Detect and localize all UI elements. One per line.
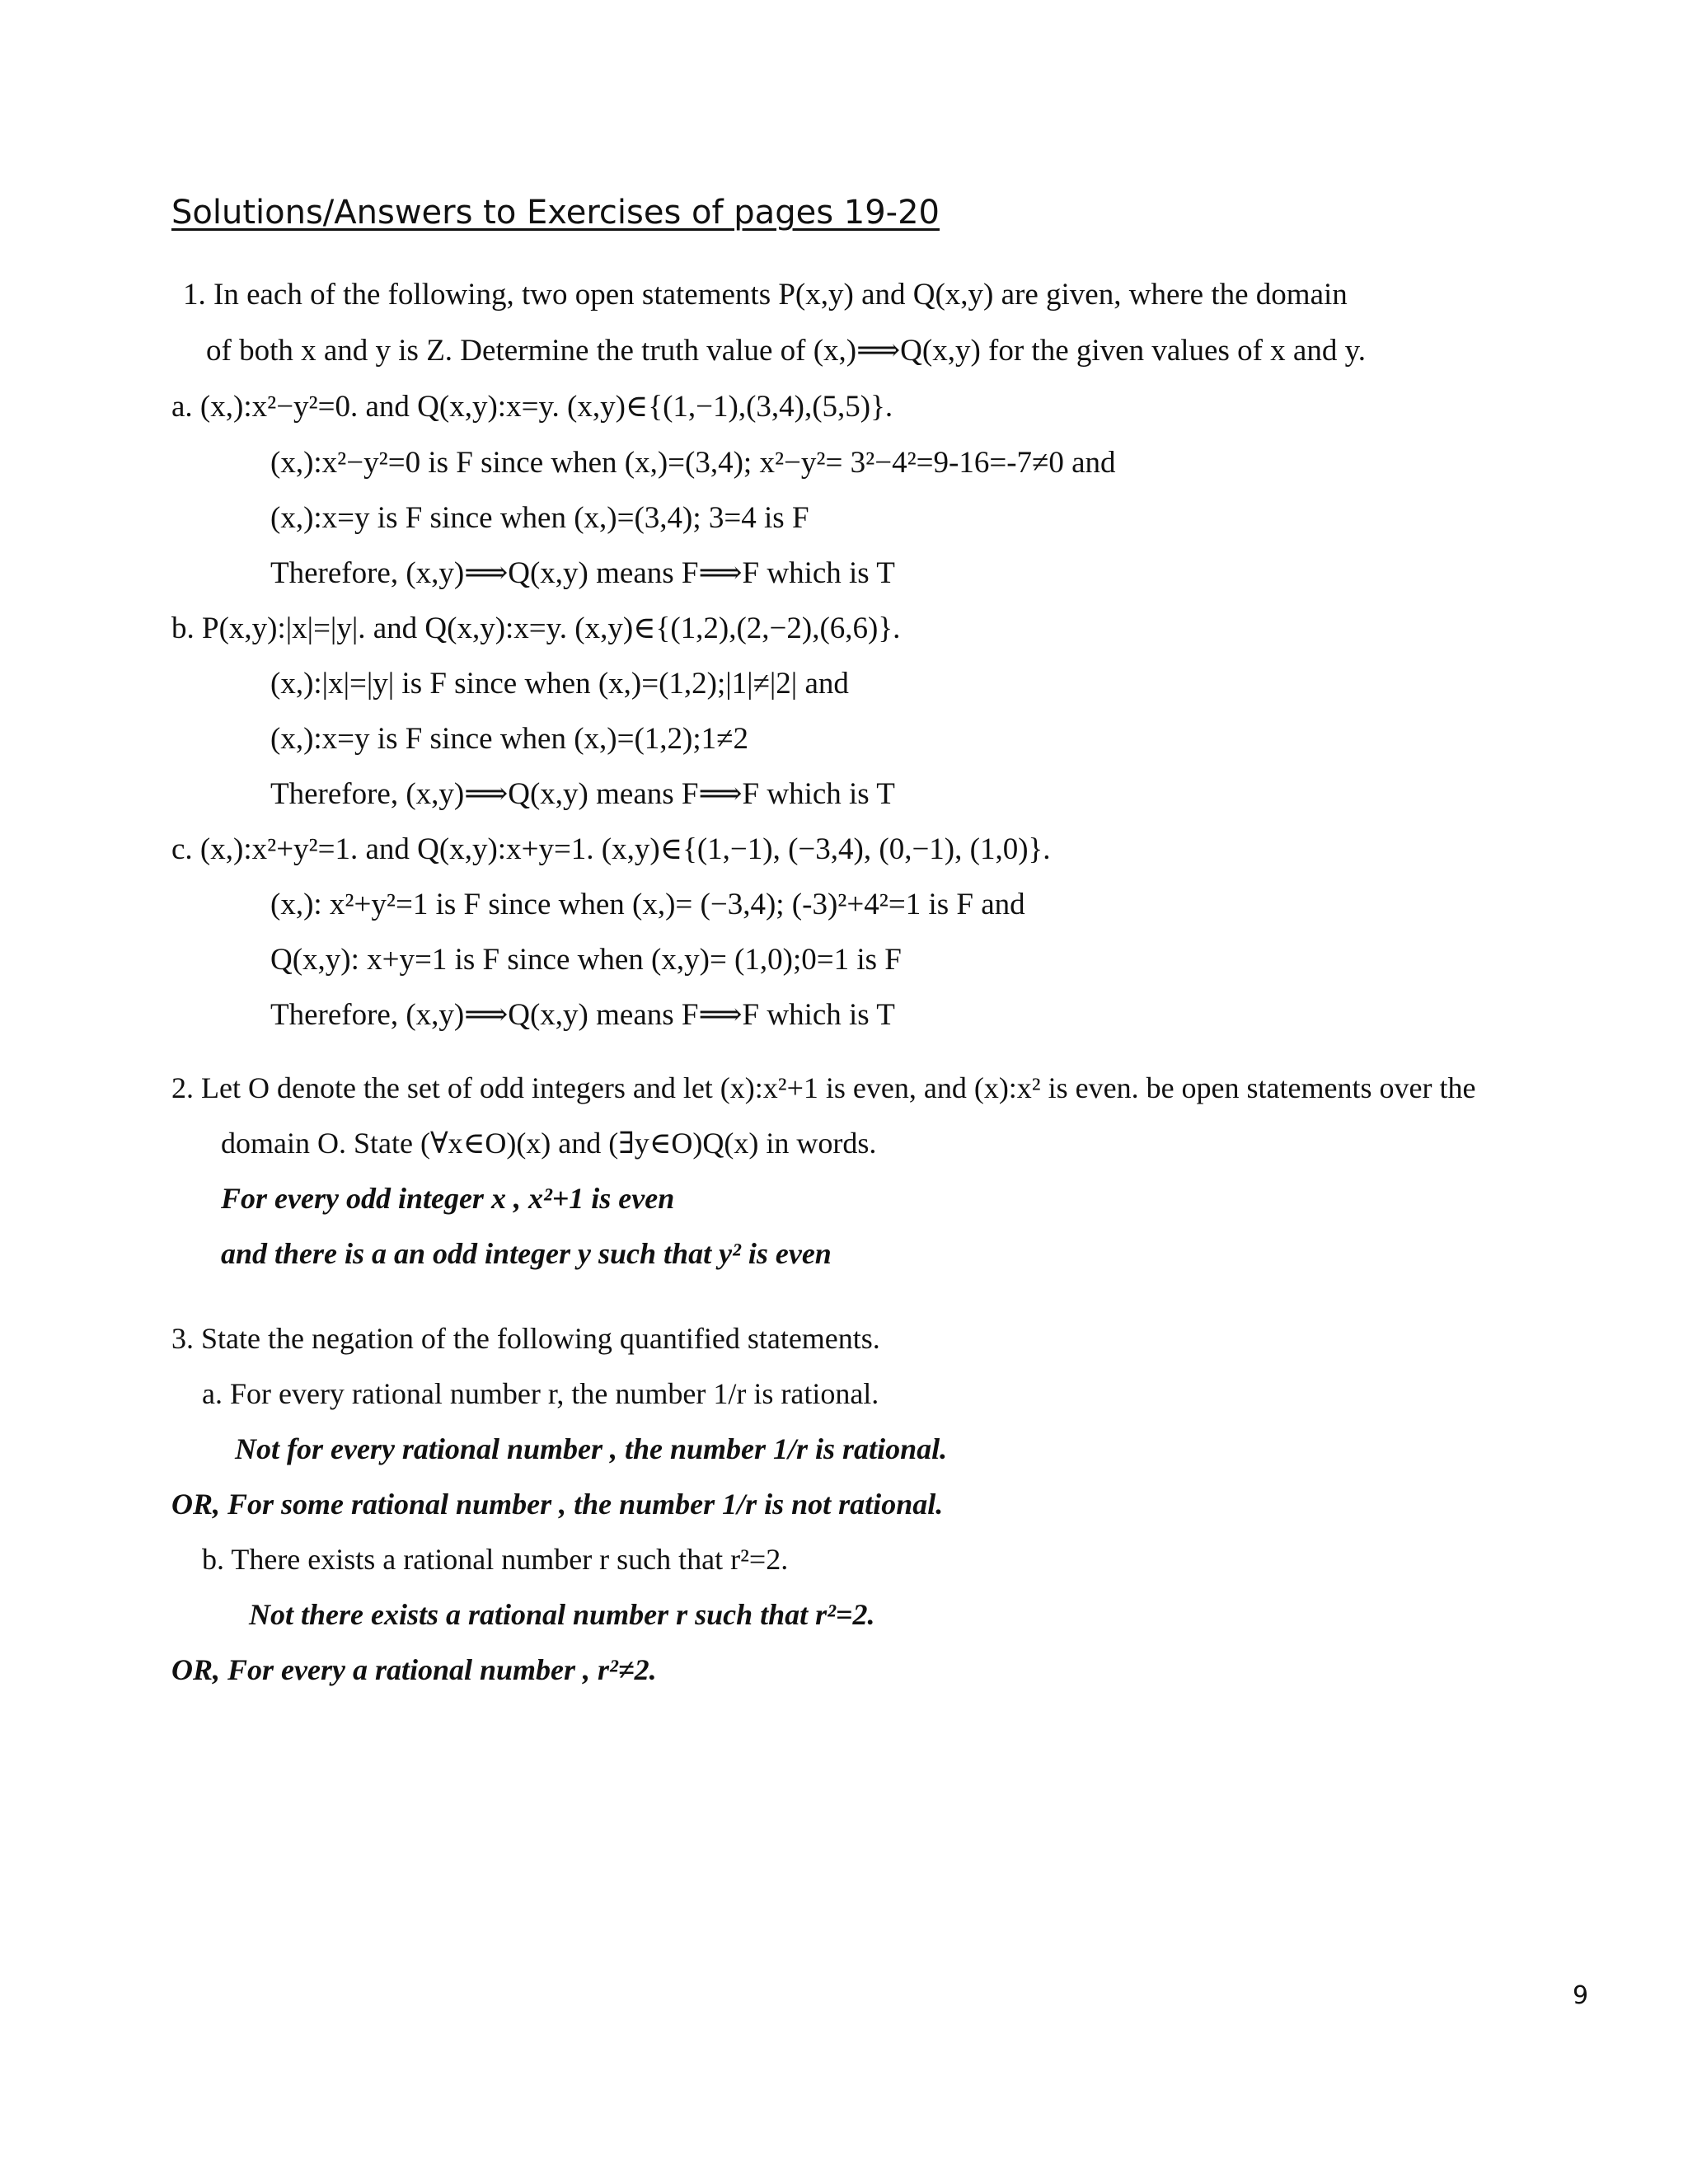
exercise-1b-step-1: (x,):|x|=|y| is F since when (x,)=(1,2);|1|≠|2| and: [270, 667, 849, 701]
exercise-2-answer-2: and there is a an odd integer y such that y² is even: [221, 1237, 832, 1270]
exercise-1c-conclusion: Therefore, (x,y)⟹Q(x,y) means F⟹F which is T: [270, 998, 895, 1032]
exercise-3b-answer-1: Not there exists a rational number r such that r²=2.: [249, 1598, 875, 1631]
exercise-1b-step-2: (x,):x=y is F since when (x,)=(1,2);1≠2: [270, 722, 748, 756]
exercise-1a-step-2: (x,):x=y is F since when (x,)=(3,4); 3=4 is F: [270, 501, 809, 535]
exercise-3b-answer-2: OR, For every a rational number , r²≠2.: [171, 1653, 657, 1686]
exercise-2-answer-1: For every odd integer x , x²+1 is even: [221, 1182, 675, 1215]
exercise-2-prompt-cont: domain O. State (∀x∈O)(x) and (∃y∈O)Q(x) in words.: [221, 1127, 877, 1160]
page-title: Solutions/Answers to Exercises of pages 19-20: [171, 194, 940, 232]
exercise-1a-conclusion: Therefore, (x,y)⟹Q(x,y) means F⟹F which is T: [270, 556, 895, 590]
exercise-1-prompt-cont: of both x and y is Z. Determine the truth value of (x,)⟹Q(x,y) for the given values of x and y.: [206, 334, 1366, 368]
exercise-1c-step-2: Q(x,y): x+y=1 is F since when (x,y)= (1,0);0=1 is F: [270, 943, 902, 977]
exercise-1c-step-1: (x,): x²+y²=1 is F since when (x,)= (−3,4); (-3)²+4²=1 is F and: [270, 888, 1025, 921]
exercise-2-prompt: 2. Let O denote the set of odd integers and let (x):x²+1 is even, and (x):x² is even. be open statements over the: [171, 1071, 1476, 1104]
exercise-3a-statement: a. For every rational number r, the number 1/r is rational.: [202, 1377, 879, 1410]
exercise-3b-statement: b. There exists a rational number r such that r²=2.: [202, 1543, 789, 1576]
page-number: 9: [1573, 1981, 1589, 2010]
exercise-1b-statement: b. P(x,y):|x|=|y|. and Q(x,y):x=y. (x,y)∈{(1,2),(2,−2),(6,6)}.: [171, 612, 901, 645]
exercise-1b-conclusion: Therefore, (x,y)⟹Q(x,y) means F⟹F which is T: [270, 777, 895, 811]
exercise-1a-step-1: (x,):x²−y²=0 is F since when (x,)=(3,4); x²−y²= 3²−4²=9-16=-7≠0 and: [270, 446, 1116, 480]
exercise-3a-answer-1: Not for every rational number , the number 1/r is rational.: [235, 1432, 948, 1465]
exercise-1-prompt: 1. In each of the following, two open statements P(x,y) and Q(x,y) are given, where the domain: [183, 278, 1348, 312]
exercise-3-prompt: 3. State the negation of the following quantified statements.: [171, 1322, 880, 1355]
exercise-3a-answer-2: OR, For some rational number , the number 1/r is not rational.: [171, 1488, 944, 1521]
exercise-1c-statement: c. (x,):x²+y²=1. and Q(x,y):x+y=1. (x,y)∈{(1,−1), (−3,4), (0,−1), (1,0)}.: [171, 832, 1051, 866]
exercise-1a-statement: a. (x,):x²−y²=0. and Q(x,y):x=y. (x,y)∈{(1,−1),(3,4),(5,5)}.: [171, 390, 893, 424]
